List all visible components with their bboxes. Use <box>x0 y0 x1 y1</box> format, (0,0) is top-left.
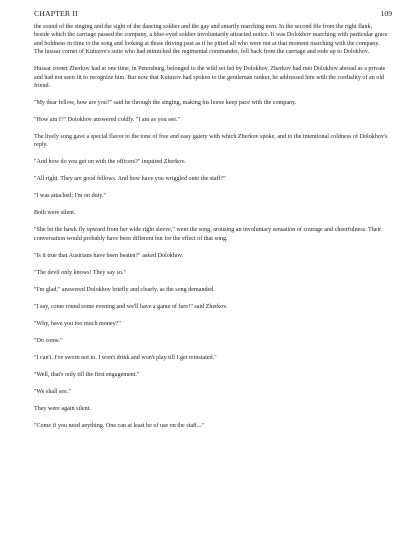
paragraph-17: "I can't. I've sworn not to. I won't drink and won't play till I get reinstated." <box>34 354 217 361</box>
paragraph-14: "I say, come round some evening and we'll have a game of faro!" said Zherkov. <box>34 303 228 310</box>
paragraph-6: "And how do you get on with the officers?" inquired Zherkov. <box>34 159 186 166</box>
page-header <box>34 9 392 23</box>
paragraph-12: "The devil only knows! They say so." <box>34 269 127 276</box>
paragraph-1: the sound of the singing and the sight of the dancing soldier and the gay and smartly marching men. In the second file from the right flank, beside which the carriage passed the company, a blue-eyed soldier involuntarily attracted notice. It was Dolokhov marching with particular grace and boldness in time to the song and looking at those driving past as if he pitied all who were not at that moment marching with the company. The hussar cornet of Kutuzov's suite who had mimicked the regimental commander, fell back from the carriage and rode up to Dolokhov. <box>34 24 388 56</box>
chapter-title: CHAPTER II <box>34 9 78 18</box>
paragraph-3: "My dear fellow, how are you?" said he through the singing, making his horse keep pace with the company. <box>34 100 297 107</box>
paragraph-18: "Well, that's only till the first engagement." <box>34 371 140 378</box>
paragraph-2: Hussar cornet Zherkov had at one time, in Petersburg, belonged to the wild set led by Dolokhov. Zherkov had met Dolokhov abroad as a private and had not seen fit to recognize him. But now that Kutuzov had spoken to the gentleman ranker, he addressed him with the cordiality of an old friend. <box>34 66 386 90</box>
paragraph-15: "Why, have you too much money?" <box>34 320 121 327</box>
paragraph-11: "Is it true that Austrians have been beaten?" asked Dolokhov. <box>34 252 184 259</box>
paragraph-8: "I was attached; I'm on duty." <box>34 193 107 200</box>
paragraph-19: "We shall see." <box>34 388 71 395</box>
paragraph-7: "All right. They are good fellows. And how have you wriggled onto the staff?" <box>34 176 226 183</box>
paragraph-4: "How am I?" Dolokhov answered coldly. "I am as you see." <box>34 117 180 124</box>
book-page <box>34 0 392 439</box>
paragraph-9: Both were silent. <box>34 210 76 217</box>
paragraph-10: "She let the hawk fly upward from her wide right sleeve," went the song, arousing an involuntary sensation of courage and cheerfulness. Their conversation would probably have been different but for the effect of that song. <box>34 227 382 242</box>
paragraph-20: They were again silent. <box>34 405 91 412</box>
paragraph-5: The lively song gave a special flavor to the tone of free and easy gaiety with which Zherkov spoke, and to the intentional coldness of Dolokhov's reply. <box>34 134 388 149</box>
paragraph-21: "Come if you need anything. One can at least be of use on the staff..." <box>34 422 205 429</box>
paragraph-13: "I'm glad," answered Dolokhov briefly and clearly, as the song demanded. <box>34 286 215 293</box>
paragraph-16: "Do come." <box>34 337 63 344</box>
page-body <box>34 23 388 430</box>
page-number: 109 <box>380 9 392 18</box>
